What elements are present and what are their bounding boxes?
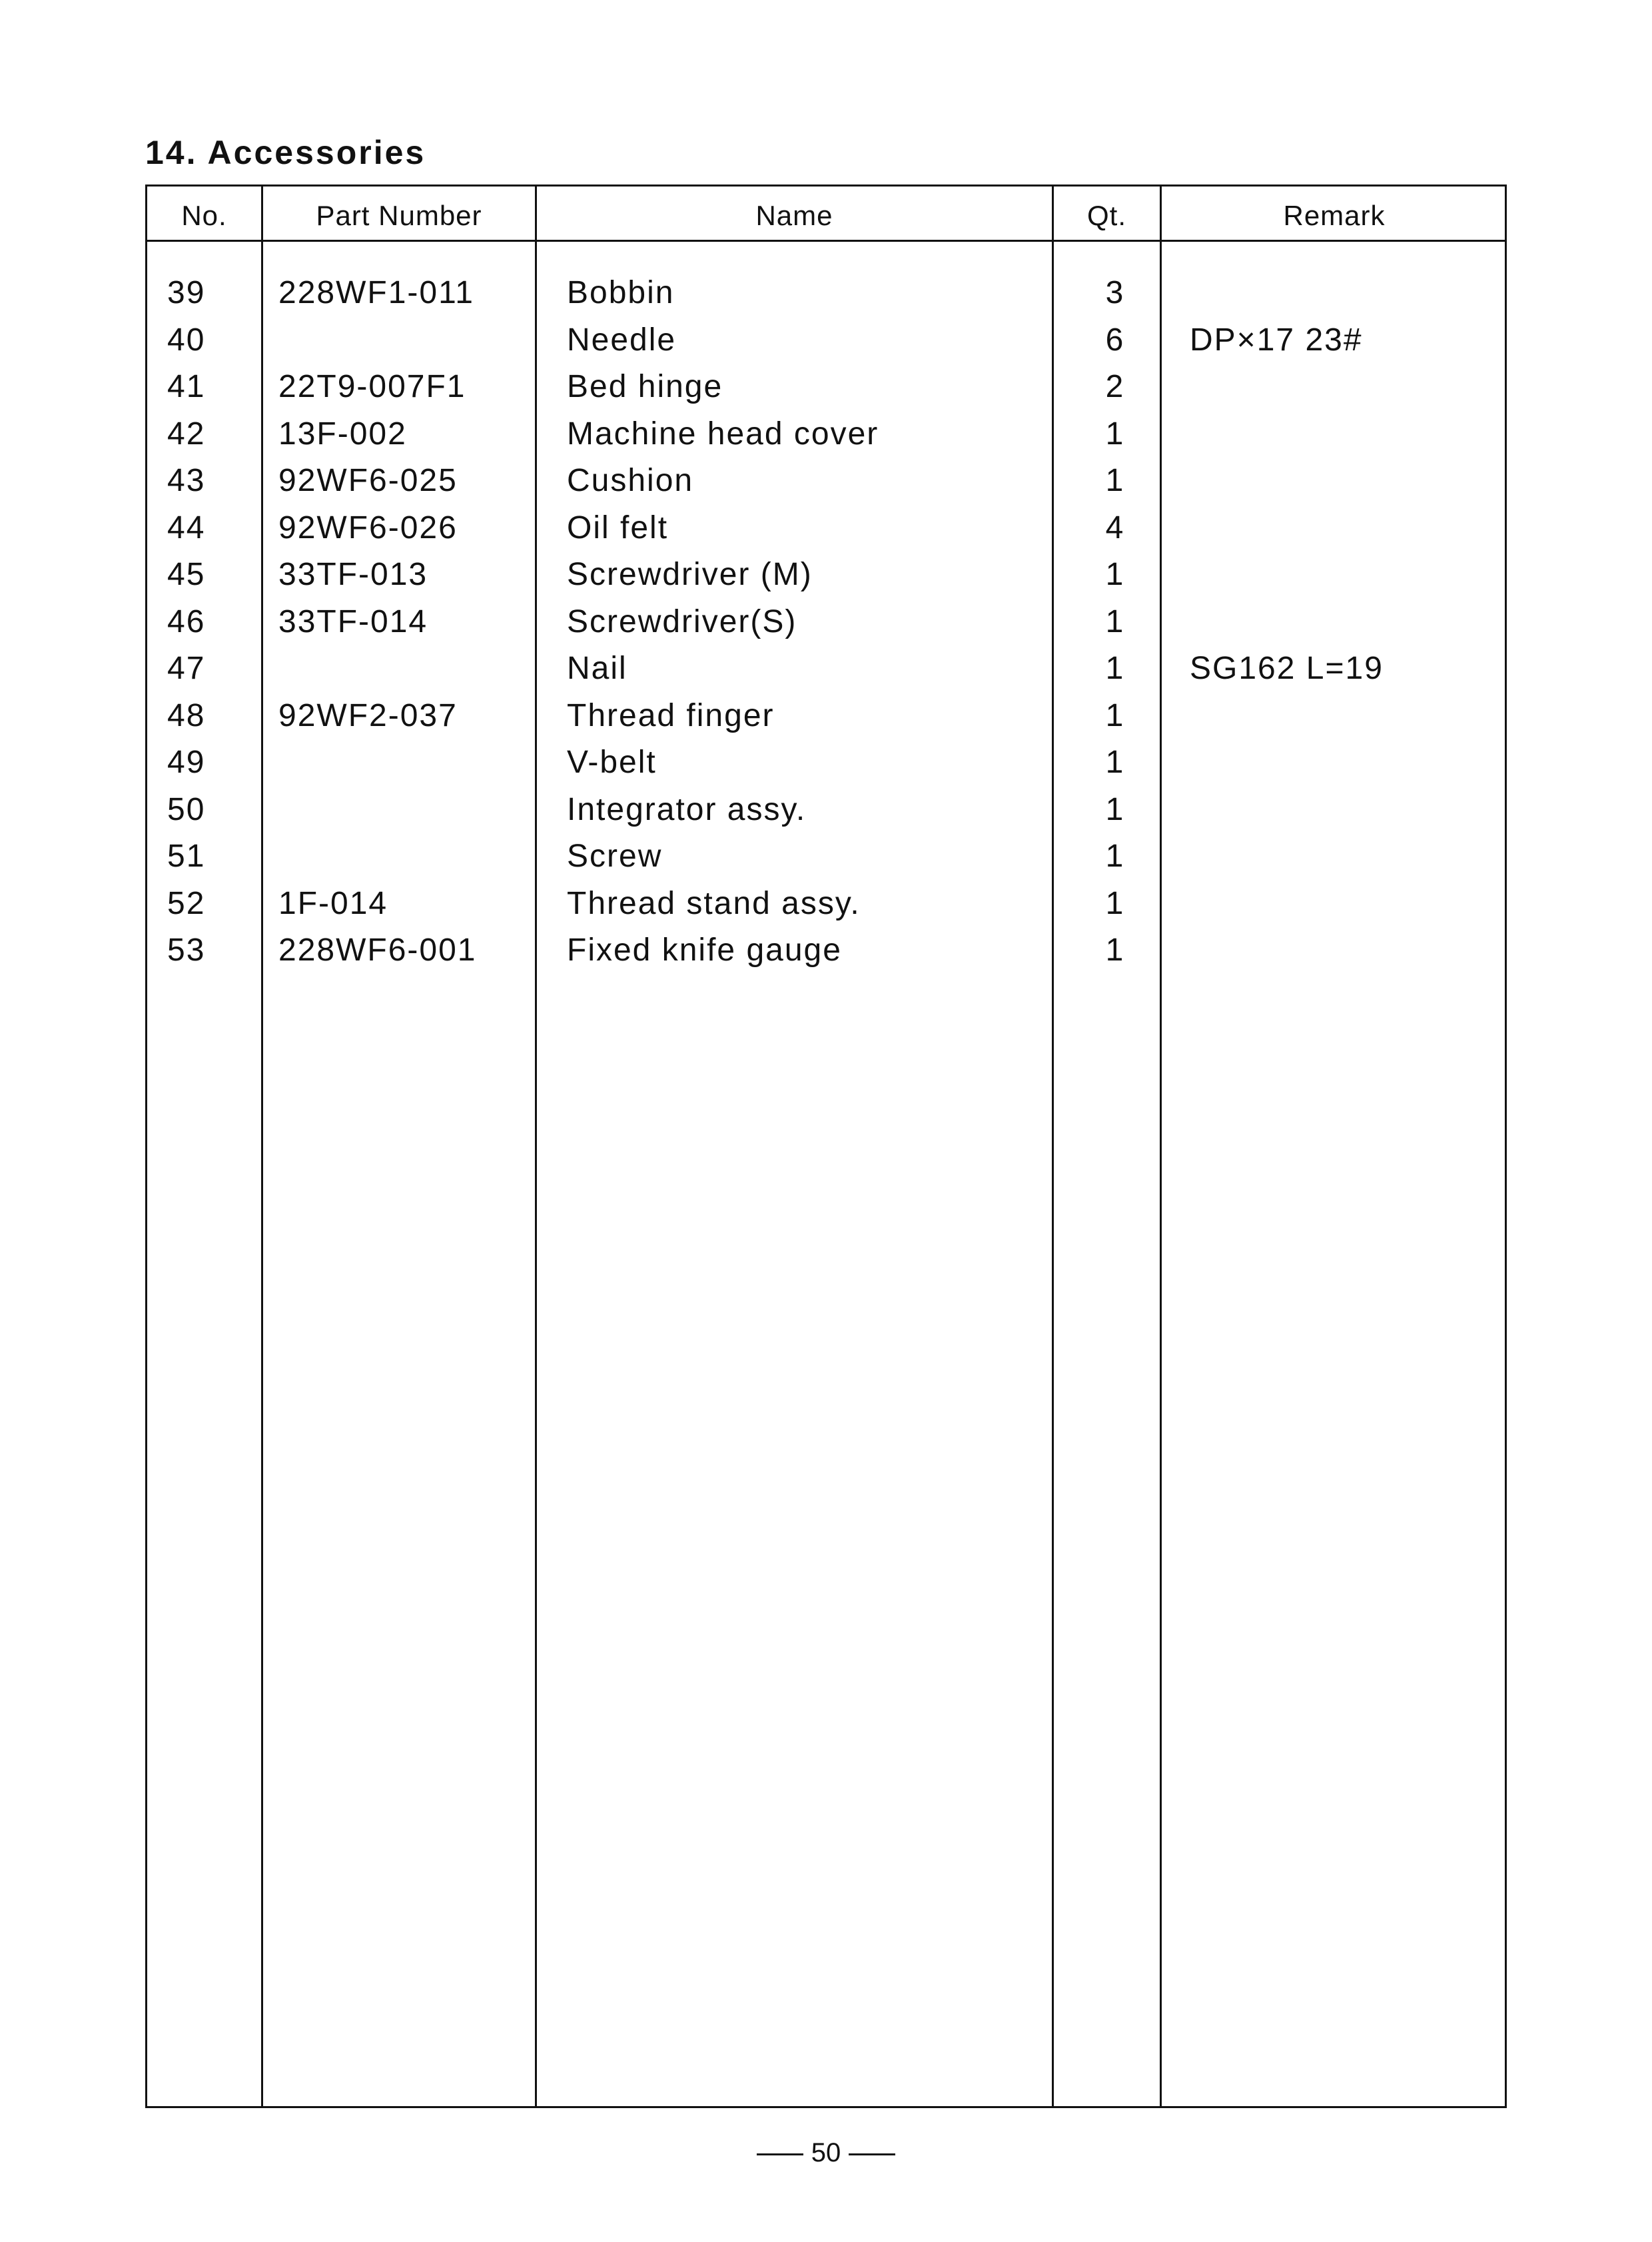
header-name: Name — [755, 200, 833, 231]
cell-remark: DP×17 23# — [1190, 322, 1363, 358]
section-title: 14. Accessories — [145, 134, 426, 171]
cell-no: 44 — [167, 510, 206, 546]
cell-no: 39 — [167, 275, 206, 310]
header-qty: Qt. — [1086, 200, 1126, 231]
cell-qty: 1 — [1105, 697, 1125, 733]
cell-name: Screw — [567, 839, 663, 874]
cell-no: 52 — [167, 885, 206, 921]
cell-no: 47 — [167, 651, 206, 686]
cell-name: V-belt — [567, 745, 657, 780]
cell-no: 48 — [167, 697, 206, 733]
header-part-number: Part Number — [316, 200, 482, 231]
cell-part-number: 33TF-014 — [278, 603, 428, 639]
cell-part-number: 92WF6-026 — [278, 510, 458, 546]
cell-qty: 1 — [1105, 603, 1125, 639]
cell-no: 53 — [167, 933, 206, 968]
cell-qty: 1 — [1105, 416, 1125, 452]
cell-no: 41 — [167, 369, 206, 404]
cell-part-number: 1F-014 — [278, 885, 388, 921]
cell-remark: SG162 L=19 — [1190, 651, 1384, 686]
cell-qty: 1 — [1105, 745, 1125, 780]
cell-name: Screwdriver(S) — [567, 603, 797, 639]
page-footer — [0, 2138, 1652, 2168]
cell-qty: 1 — [1105, 557, 1125, 592]
cell-qty: 4 — [1105, 510, 1125, 546]
cell-part-number: 33TF-013 — [278, 557, 428, 592]
cell-qty: 1 — [1105, 791, 1125, 827]
column-divider — [535, 187, 537, 2106]
header-no: No. — [181, 200, 227, 231]
cell-part-number: 92WF2-037 — [278, 697, 458, 733]
cell-no: 50 — [167, 791, 206, 827]
cell-name: Bobbin — [567, 275, 675, 310]
cell-qty: 1 — [1105, 463, 1125, 498]
accessories-table — [145, 185, 1507, 2108]
page-number: 50 — [811, 2138, 841, 2167]
cell-name: Thread finger — [567, 697, 775, 733]
cell-name: Integrator assy. — [567, 791, 807, 827]
cell-qty: 3 — [1105, 275, 1125, 310]
cell-no: 49 — [167, 745, 206, 780]
cell-name: Fixed knife gauge — [567, 933, 842, 968]
cell-qty: 6 — [1105, 322, 1125, 358]
cell-name: Thread stand assy. — [567, 885, 861, 921]
cell-name: Machine head cover — [567, 416, 879, 452]
cell-name: Nail — [567, 651, 627, 686]
cell-part-number: 228WF6-001 — [278, 933, 477, 968]
footer-dash — [757, 2153, 803, 2155]
cell-qty: 1 — [1105, 651, 1125, 686]
header-remark: Remark — [1283, 200, 1386, 231]
column-divider — [1160, 187, 1162, 2106]
footer-dash — [849, 2153, 895, 2155]
cell-name: Needle — [567, 322, 677, 358]
cell-no: 40 — [167, 322, 206, 358]
cell-name: Bed hinge — [567, 369, 723, 404]
cell-name: Oil felt — [567, 510, 669, 546]
cell-qty: 2 — [1105, 369, 1125, 404]
cell-part-number: 228WF1-011 — [278, 275, 474, 310]
cell-no: 43 — [167, 463, 206, 498]
column-divider — [1052, 187, 1054, 2106]
column-divider — [261, 187, 263, 2106]
cell-name: Screwdriver (M) — [567, 557, 813, 592]
cell-part-number: 92WF6-025 — [278, 463, 458, 498]
cell-no: 51 — [167, 839, 206, 874]
cell-qty: 1 — [1105, 885, 1125, 921]
cell-part-number: 22T9-007F1 — [278, 369, 466, 404]
cell-part-number: 13F-002 — [278, 416, 407, 452]
cell-qty: 1 — [1105, 933, 1125, 968]
cell-no: 46 — [167, 603, 206, 639]
cell-no: 45 — [167, 557, 206, 592]
header-divider — [147, 240, 1505, 242]
cell-name: Cushion — [567, 463, 694, 498]
cell-qty: 1 — [1105, 839, 1125, 874]
cell-no: 42 — [167, 416, 206, 452]
